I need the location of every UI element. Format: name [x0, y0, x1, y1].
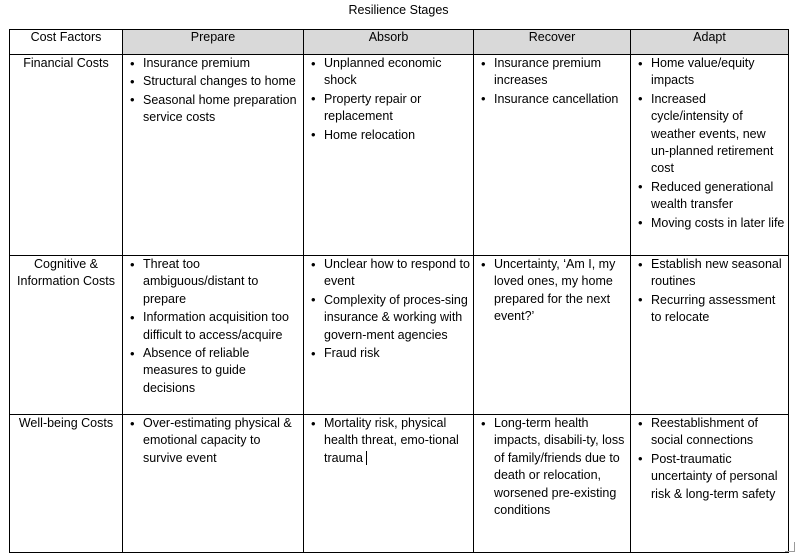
- list-item: • Structural changes to home: [143, 73, 303, 90]
- table-row: [10, 256, 789, 415]
- list-item: • Insurance cancellation: [494, 91, 630, 108]
- row-label-financial-costs: Financial Costs: [10, 55, 123, 256]
- list-item: • Recurring assessment to relocate: [651, 292, 788, 327]
- cell-wellbeing-prepare: [123, 415, 304, 553]
- cell-wellbeing-absorb[interactable]: [304, 415, 474, 553]
- list-item: • Insurance premium: [143, 55, 303, 72]
- table-head: [10, 30, 789, 55]
- list-item: • Reduced generational wealth transfer: [651, 179, 788, 214]
- bullet-list: [304, 415, 473, 467]
- header-stage-recover: Recover: [474, 30, 631, 55]
- list-item: • Property repair or replacement: [324, 91, 473, 126]
- cell-cognitive-recover: [474, 256, 631, 415]
- matrix-table: [9, 29, 789, 553]
- page-title: Resilience Stages: [348, 3, 449, 17]
- resilience-cost-matrix: [9, 29, 788, 550]
- bullet-list: [474, 415, 630, 519]
- bullet-list: [304, 55, 473, 144]
- cell-financial-adapt: [631, 55, 789, 256]
- list-item: • Seasonal home preparation service costs: [143, 92, 303, 127]
- cell-wellbeing-recover: [474, 415, 631, 553]
- table-row: [10, 55, 789, 256]
- list-item: • Long-term health impacts, disabili-ty, loss of family/friends due to death or relocation, worsened pre-existing conditions: [494, 415, 630, 519]
- list-item: • Over-estimating physical & emotional capacity to survive event: [143, 415, 303, 467]
- table-body: [10, 55, 789, 553]
- list-item: • Moving costs in later life: [651, 215, 788, 232]
- header-stage-adapt: Adapt: [631, 30, 789, 55]
- cell-cognitive-prepare: [123, 256, 304, 415]
- list-item: • Establish new seasonal routines: [651, 256, 788, 291]
- cell-cognitive-absorb: [304, 256, 474, 415]
- header-row: [10, 30, 789, 55]
- list-item: • Post-traumatic uncertainty of personal risk & long-term safety: [651, 451, 788, 503]
- header-stage-absorb: Absorb: [304, 30, 474, 55]
- list-item: • Information acquisition too difficult to access/acquire: [143, 309, 303, 344]
- list-item: • Increased cycle/intensity of weather events, new un-planned retirement cost: [651, 91, 788, 178]
- page-corner-handle[interactable]: [785, 542, 795, 552]
- list-item: • Unplanned economic shock: [324, 55, 473, 90]
- header-stage-prepare: Prepare: [123, 30, 304, 55]
- bullet-list: [631, 256, 788, 327]
- list-item: • Reestablishment of social connections: [651, 415, 788, 450]
- list-item: • Home relocation: [324, 127, 473, 144]
- bullet-list: [474, 256, 630, 326]
- bullet-list: [123, 256, 303, 397]
- cell-financial-recover: [474, 55, 631, 256]
- cell-cognitive-adapt: [631, 256, 789, 415]
- table-row: [10, 415, 789, 553]
- list-item: • Home value/equity impacts: [651, 55, 788, 90]
- list-item: • Mortality risk, physical health threat, emo-tional trauma: [324, 415, 473, 467]
- list-item: • Insurance premium increases: [494, 55, 630, 90]
- list-item: • Unclear how to respond to event: [324, 256, 473, 291]
- bullet-list: [474, 55, 630, 108]
- cell-financial-absorb: [304, 55, 474, 256]
- cell-financial-prepare: [123, 55, 304, 256]
- bullet-list: [304, 256, 473, 362]
- row-label-cognitive-information-costs: Cognitive & Information Costs: [10, 256, 123, 415]
- list-item: • Complexity of proces-sing insurance & working with govern-ment agencies: [324, 292, 473, 344]
- bullet-list: [123, 415, 303, 467]
- list-item: • Fraud risk: [324, 345, 473, 362]
- cell-wellbeing-adapt: [631, 415, 789, 553]
- list-item: • Uncertainty, ‘Am I, my loved ones, my home prepared for the next event?’: [494, 256, 630, 326]
- bullet-list: [631, 415, 788, 503]
- header-cost-factors: Cost Factors: [10, 30, 123, 55]
- list-item: • Threat too ambiguous/distant to prepare: [143, 256, 303, 308]
- bullet-list: [123, 55, 303, 127]
- text-cursor: [366, 451, 367, 465]
- bullet-list: [631, 55, 788, 232]
- list-item: • Absence of reliable measures to guide decisions: [143, 345, 303, 397]
- row-label-well-being-costs: Well-being Costs: [10, 415, 123, 553]
